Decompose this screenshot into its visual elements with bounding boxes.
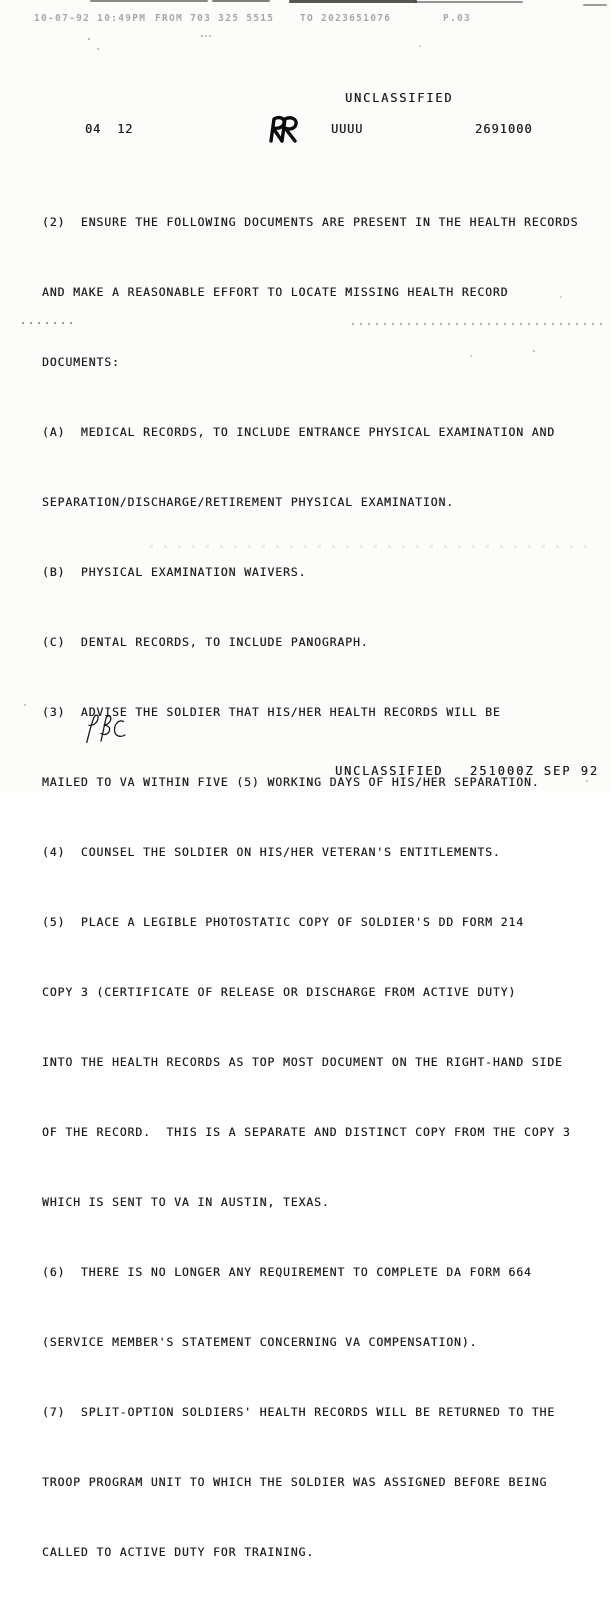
classification-banner: UNCLASSIFIED: [345, 91, 454, 105]
footer-classification: UNCLASSIFIED: [335, 764, 444, 778]
scan-edge-artifact: [212, 0, 270, 2]
doc-line: (7) SPLIT-OPTION SOLDIERS' HEALTH RECORDS WILL BE RETURNED TO THE: [42, 1405, 556, 1420]
classification-code: UUUU: [331, 122, 364, 136]
doc-line: (SERVICE MEMBER'S STATEMENT CONCERNING VA COMPENSATION).: [42, 1335, 478, 1350]
doc-line: CALLED TO ACTIVE DUTY FOR TRAINING.: [42, 1545, 315, 1560]
doc-line: (4) COUNSEL THE SOLDIER ON HIS/HER VETERAN'S ENTITLEMENTS.: [42, 844, 501, 859]
pbc-signature-icon: [83, 711, 131, 747]
routing-columns: 04 12: [85, 122, 134, 136]
doc-line: (6) THERE IS NO LONGER ANY REQUIREMENT TO COMPLETE DA FORM 664: [42, 1265, 532, 1280]
doc-line: (B) PHYSICAL EXAMINATION WAIVERS.: [42, 564, 307, 579]
handwritten-precedence-rr: [265, 112, 301, 152]
scan-edge-artifact: [415, 1, 523, 3]
doc-line: (A) MEDICAL RECORDS, TO INCLUDE ENTRANCE PHYSICAL EXAMINATION AND: [42, 424, 556, 439]
message-serial-number: 2691000: [475, 122, 533, 136]
doc-line: DOCUMENTS:: [42, 354, 120, 369]
fax-header-timestamp: 10-07-92 10:49PM: [34, 13, 147, 24]
scan-edge-artifact: [583, 4, 607, 6]
doc-line: INTO THE HEALTH RECORDS AS TOP MOST DOCUMENT ON THE RIGHT-HAND SIDE: [42, 1055, 563, 1070]
doc-line: (2) ENSURE THE FOLLOWING DOCUMENTS ARE PRESENT IN THE HEALTH RECORDS: [42, 214, 579, 229]
fax-header-page-number: P.03: [443, 13, 472, 24]
doc-line: (5) PLACE A LEGIBLE PHOTOSTATIC COPY OF SOLDIER'S DD FORM 214: [42, 915, 524, 929]
scan-noise-smudge: [150, 545, 590, 548]
scan-edge-artifact: [90, 0, 208, 2]
rr-scribble-icon: [265, 112, 301, 148]
scan-noise-dots: [352, 323, 602, 325]
footer-datetime-group: 251000Z SEP 92: [470, 764, 600, 778]
scan-noise-dots: [22, 322, 74, 324]
handwritten-initials: [83, 711, 131, 751]
fax-header-to-number: TO 2023651076: [300, 13, 392, 24]
doc-line: SEPARATION/DISCHARGE/RETIREMENT PHYSICAL EXAMINATION.: [42, 494, 454, 509]
scan-noise-specks: [88, 38, 90, 40]
fax-header-from-number: FROM 703 325 5515: [155, 13, 275, 24]
doc-line: (3) ADVISE THE SOLDIER THAT HIS/HER HEALTH RECORDS WILL BE: [42, 704, 501, 719]
doc-line: MAILED TO VA WITHIN FIVE (5) WORKING DAYS OF HIS/HER SEPARATION.: [42, 774, 540, 789]
doc-line: COPY 3 (CERTIFICATE OF RELEASE OR DISCHARGE FROM ACTIVE DUTY): [42, 985, 517, 1000]
doc-line: TROOP PROGRAM UNIT TO WHICH THE SOLDIER WAS ASSIGNED BEFORE BEING: [42, 1475, 548, 1490]
scan-edge-artifact: [289, 0, 417, 3]
doc-line: OF THE RECORD. THIS IS A SEPARATE AND DISTINCT COPY FROM THE COPY 3: [42, 1125, 571, 1140]
document-body: [42, 164, 602, 1611]
doc-line: AND MAKE A REASONABLE EFFORT TO LOCATE MISSING HEALTH RECORD: [42, 284, 509, 299]
doc-line: WHICH IS SENT TO VA IN AUSTIN, TEXAS.: [42, 1195, 330, 1210]
doc-line: (C) DENTAL RECORDS, TO INCLUDE PANOGRAPH.: [42, 634, 369, 649]
